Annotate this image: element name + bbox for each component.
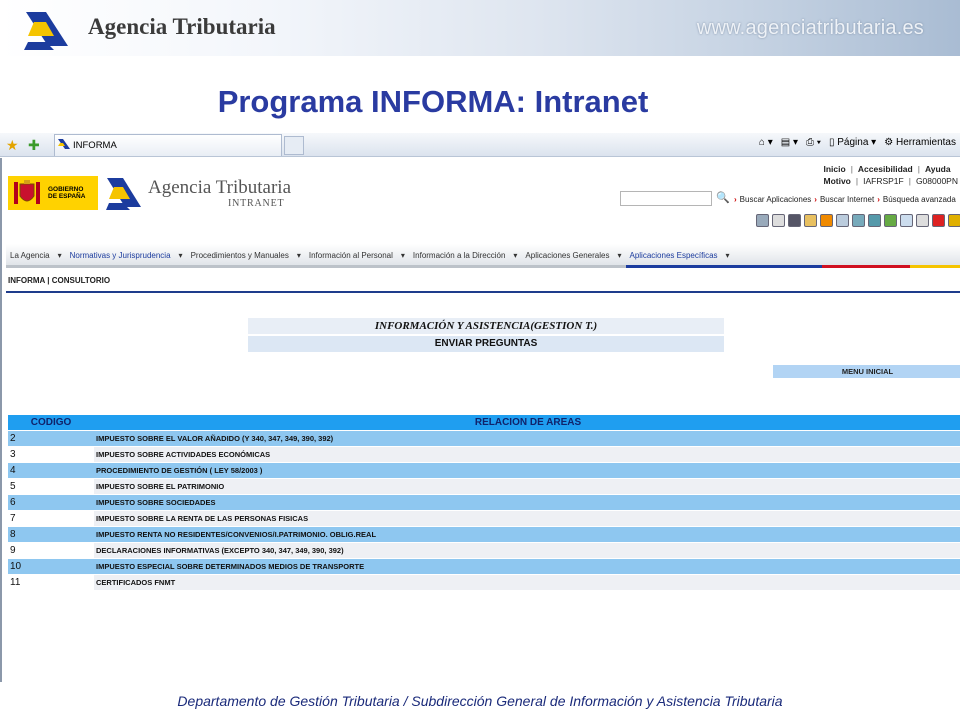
browser-content: [0, 158, 960, 682]
area-code: 10: [8, 559, 94, 574]
buscar-aplicaciones-link[interactable]: Buscar Aplicaciones: [739, 195, 812, 204]
slide-footer: Departamento de Gestión Tributaria / Subdirección General de Información y Asistencia Tributaria: [177, 693, 783, 709]
main-nav: [6, 244, 960, 266]
area-code: 6: [8, 495, 94, 510]
motivo-code2: G08000PN: [915, 176, 958, 186]
agencia-tributaria-logo-icon: [106, 176, 142, 210]
area-link[interactable]: IMPUESTO SOBRE LA RENTA DE LAS PERSONAS FISICAS: [94, 511, 960, 526]
tools-menu-label: Herramientas: [895, 137, 956, 148]
search-links: [734, 195, 956, 204]
area-link[interactable]: IMPUESTO SOBRE ACTIVIDADES ECONÓMICAS: [94, 447, 960, 462]
t-icon[interactable]: [820, 214, 833, 227]
intranet-subtitle: INTRANET: [228, 198, 285, 209]
nav-arrow-icon: ▾: [178, 250, 183, 260]
area-link[interactable]: CERTIFICADOS FNMT: [94, 575, 960, 590]
agencia-tributaria-logo-icon: [24, 8, 70, 50]
table-row[interactable]: [8, 559, 960, 574]
nav-arrow-icon: ▾: [400, 250, 405, 260]
area-link[interactable]: IMPUESTO RENTA NO RESIDENTES/CONVENIOS/I.PATRIMONIO. OBLIG.REAL: [94, 527, 960, 542]
area-link[interactable]: IMPUESTO ESPECIAL SOBRE DETERMINADOS MEDIOS DE TRANSPORTE: [94, 559, 960, 574]
tool-icons-row: [756, 214, 960, 227]
add-favorites-icon[interactable]: ✚: [28, 137, 40, 153]
slide-banner: [0, 0, 960, 56]
nav-arrow-icon: ▾: [725, 250, 730, 260]
arrow-icon: ›: [814, 195, 817, 204]
tree-icon[interactable]: [884, 214, 897, 227]
nav-normativas[interactable]: Normativas y Jurisprudencia: [69, 250, 171, 260]
nav-arrow-icon: ▾: [57, 250, 62, 260]
nav-color-stripe: [6, 265, 960, 268]
close-icon[interactable]: [932, 214, 945, 227]
area-code: 8: [8, 527, 94, 542]
table-row[interactable]: [8, 479, 960, 494]
area-code: 5: [8, 479, 94, 494]
top-links: [823, 164, 958, 188]
nav-arrow-icon: ▾: [513, 250, 518, 260]
area-code: 11: [8, 575, 94, 590]
motivo-code1: IAFRSP1F: [863, 176, 904, 186]
banner-title: Agencia Tributaria: [88, 14, 276, 39]
tools-menu-button[interactable]: ⚙ Herramientas: [884, 137, 956, 148]
breadcrumb-divider: [6, 291, 960, 293]
sort-az-icon[interactable]: [916, 214, 929, 227]
table-header-row: [8, 415, 960, 430]
table-row[interactable]: [8, 447, 960, 462]
column-header-areas: RELACION DE AREAS: [94, 415, 960, 430]
nav-info-direccion[interactable]: Información a la Dirección: [412, 250, 506, 260]
busqueda-avanzada-link[interactable]: Búsqueda avanzada: [882, 195, 956, 204]
people-icon[interactable]: [852, 214, 865, 227]
chat-icon[interactable]: [836, 214, 849, 227]
nav-aplicaciones-especificas[interactable]: Aplicaciones Específicas: [629, 250, 718, 260]
gov-text-line2: DE ESPAÑA: [48, 193, 86, 200]
group-icon[interactable]: [868, 214, 881, 227]
area-link[interactable]: IMPUESTO SOBRE SOCIEDADES: [94, 495, 960, 510]
table-row[interactable]: [8, 543, 960, 558]
menu-inicial-link[interactable]: MENU INICIAL: [773, 365, 960, 378]
home-icon[interactable]: ⌂ ▾: [758, 137, 773, 148]
table-row[interactable]: [8, 495, 960, 510]
separator: |: [908, 176, 911, 186]
print-icon[interactable]: ⎙ ▾: [806, 137, 821, 148]
page-menu-label: Página: [837, 137, 869, 148]
browser-toolbar: [0, 133, 960, 157]
page-menu-button[interactable]: ▯ Página ▾: [828, 137, 877, 148]
favorites-star-icon[interactable]: ★: [6, 137, 19, 153]
nav-procedimientos[interactable]: Procedimientos y Manuales: [190, 250, 289, 260]
table-row[interactable]: [8, 463, 960, 478]
area-link[interactable]: DECLARACIONES INFORMATIVAS (EXCEPTO 340, 347, 349, 390, 392): [94, 543, 960, 558]
area-link[interactable]: IMPUESTO SOBRE EL VALOR AÑADIDO (Y 340, 347, 349, 390, 392): [94, 431, 960, 446]
inicio-link[interactable]: Inicio: [823, 164, 846, 174]
gobierno-espana-logo: [8, 176, 98, 210]
area-link[interactable]: IMPUESTO SOBRE EL PATRIMONIO: [94, 479, 960, 494]
settings-icon[interactable]: [756, 214, 769, 227]
table-row[interactable]: [8, 431, 960, 446]
separator: |: [855, 176, 859, 186]
note-icon[interactable]: [804, 214, 817, 227]
send-questions-link[interactable]: ENVIAR PREGUNTAS: [248, 336, 724, 352]
ayuda-link[interactable]: Ayuda: [924, 164, 951, 174]
arrow-icon: ›: [877, 195, 880, 204]
motivo-label: Motivo: [823, 176, 851, 186]
mail-icon[interactable]: [900, 214, 913, 227]
arrow-icon: ›: [734, 195, 737, 204]
ticket-icon[interactable]: [788, 214, 801, 227]
clock-icon[interactable]: [772, 214, 785, 227]
areas-table: [8, 414, 960, 591]
browser-tab-informa[interactable]: [54, 134, 282, 156]
column-header-codigo: CODIGO: [8, 415, 94, 430]
info-title: INFORMACIÓN Y ASISTENCIA(GESTION T.): [248, 318, 724, 334]
intranet-title: Agencia Tributaria: [148, 177, 292, 198]
magnifier-icon[interactable]: 🔍: [716, 192, 730, 204]
area-code: 9: [8, 543, 94, 558]
separator: |: [850, 164, 853, 174]
tab-favicon-icon: [58, 138, 70, 150]
feeds-icon[interactable]: ▤ ▾: [780, 137, 798, 148]
nav-info-personal[interactable]: Información al Personal: [308, 250, 393, 260]
lock-icon[interactable]: [948, 214, 960, 227]
new-tab-button[interactable]: [284, 136, 304, 155]
area-code: 2: [8, 431, 94, 446]
nav-arrow-icon: ▾: [617, 250, 622, 260]
areas-table-body: [8, 431, 960, 590]
gov-text-line1: GOBIERNO: [48, 186, 84, 193]
table-row[interactable]: [8, 511, 960, 526]
slide-title: Programa INFORMA: Intranet: [217, 84, 649, 119]
browser-tab-label: INFORMA: [73, 140, 117, 151]
breadcrumb: INFORMA | CONSULTORIO: [8, 276, 111, 285]
area-link[interactable]: PROCEDIMIENTO DE GESTIÓN ( LEY 58/2003 ): [94, 463, 960, 478]
gobierno-text: [48, 186, 85, 200]
separator: |: [917, 164, 920, 174]
buscar-internet-link[interactable]: Buscar Internet: [819, 195, 875, 204]
coat-of-arms-icon: [12, 178, 42, 208]
search-input[interactable]: [620, 191, 712, 206]
banner-url: www.agenciatributaria.es: [696, 17, 924, 39]
table-row[interactable]: [8, 575, 960, 590]
table-row[interactable]: [8, 527, 960, 542]
nav-arrow-icon: ▾: [296, 250, 301, 260]
nav-aplicaciones-generales[interactable]: Aplicaciones Generales: [525, 250, 610, 260]
nav-la-agencia[interactable]: La Agencia: [10, 250, 50, 260]
area-code: 7: [8, 511, 94, 526]
browser-command-bar: [759, 137, 956, 148]
area-code: 4: [8, 463, 94, 478]
area-code: 3: [8, 447, 94, 462]
accesibilidad-link[interactable]: Accesibilidad: [857, 164, 913, 174]
